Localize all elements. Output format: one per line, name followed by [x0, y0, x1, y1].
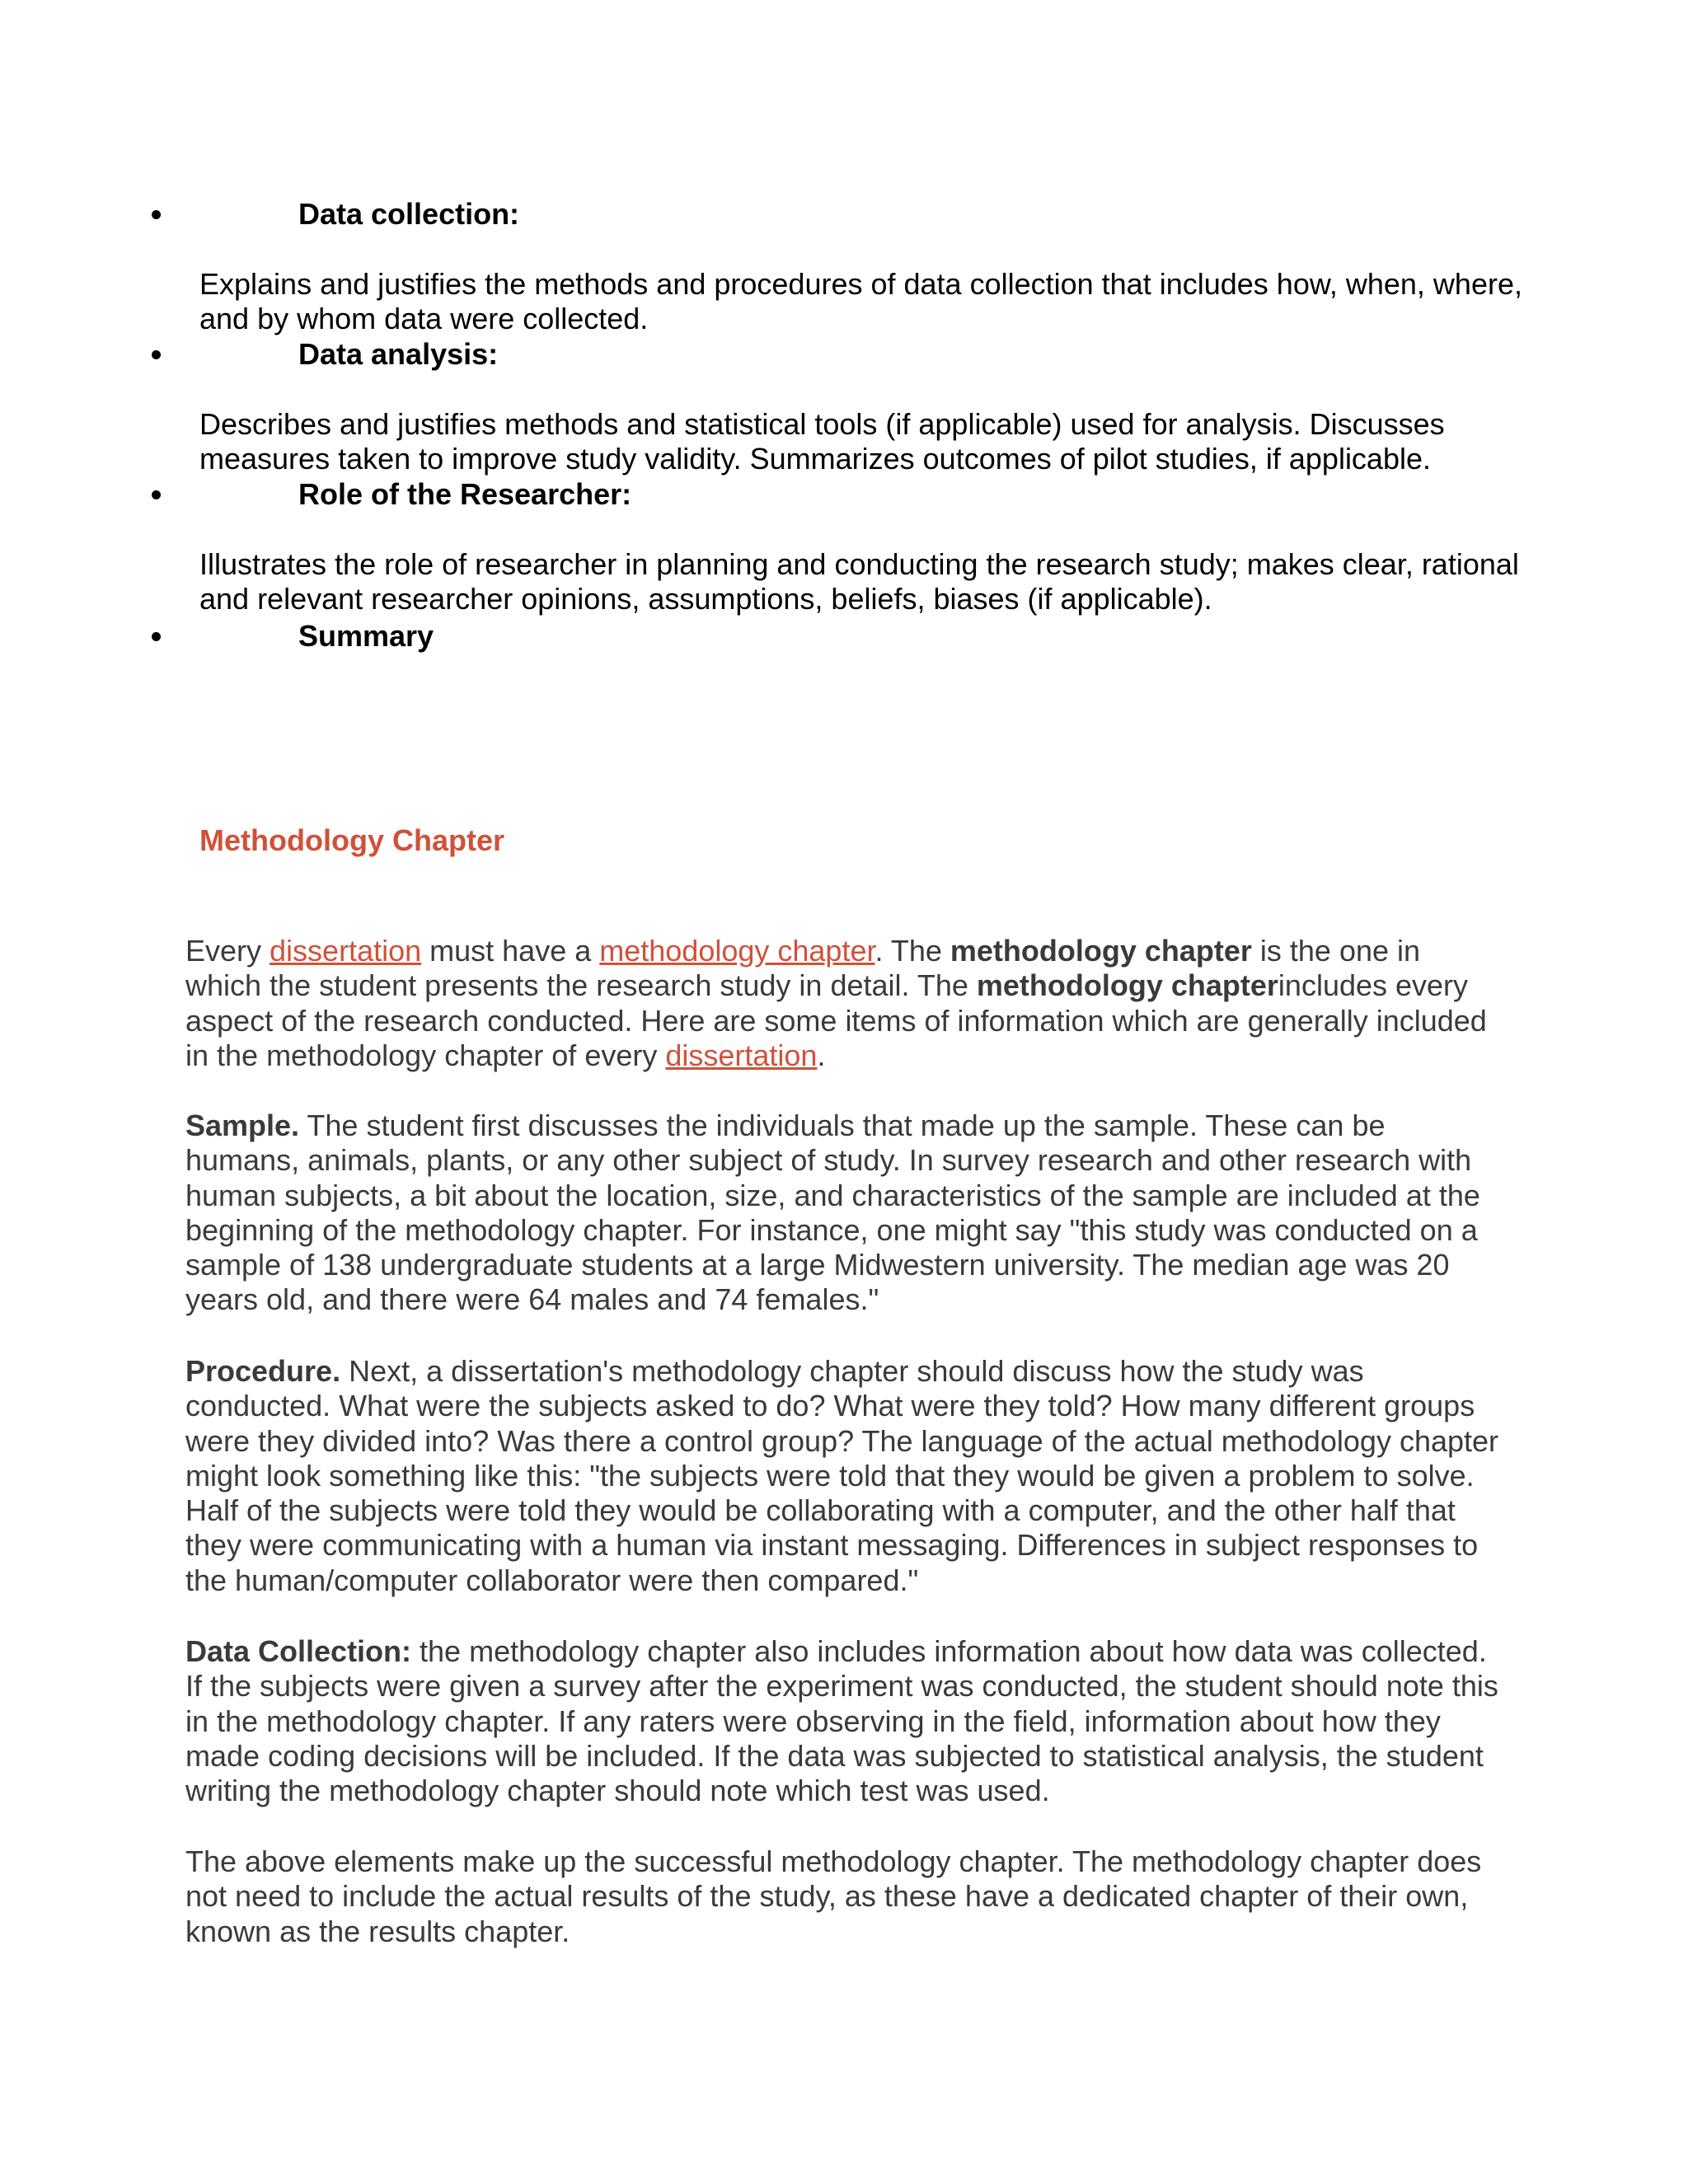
bullet-heading: Data analysis:	[298, 337, 499, 371]
paragraph-text: The student first discusses the individuals that made up the sample. These can be humans, animals, plants, or any other subject of study. In survey research and other research with human subjects, a bit about the location, size, and characteristics of the sample are included at the beginning of the methodology chapter. For instance, one might say "this study was conducted on a sample of 138 undergraduate students at a large Midwestern university. The median age was 20 years old, and there were 64 males and 74 females."	[185, 1108, 1480, 1317]
bullet-dot-icon	[152, 210, 161, 219]
sample-paragraph	[185, 1108, 1504, 1318]
bullet-description: Describes and justifies methods and statistical tools (if applicable) used for analysis. Discusses measures taken to improve study validity. Summarizes outcomes of pilot studies, if applicable.	[199, 407, 1445, 476]
paragraph-text: the methodology chapter also includes information about how data was collected. If the subjects were given a survey after the experiment was conducted, the student should note this in the methodology chapter. If any raters were observing in the field, information about how they made coding decisions will be included. If the data was subjected to statistical analysis, the student writing the methodology chapter should note which test was used.	[185, 1634, 1498, 1808]
section-title: Methodology Chapter	[199, 823, 504, 857]
bullet-item-summary	[0, 618, 1688, 654]
paragraph-label: Procedure.	[185, 1354, 341, 1388]
methodology-chapter-link[interactable]: methodology chapter	[599, 934, 875, 968]
bold-term: methodology chapter	[976, 968, 1278, 1003]
bullet-dot-icon	[152, 350, 161, 359]
paragraph-label: Data Collection:	[185, 1634, 412, 1668]
intro-text: Every	[185, 934, 270, 968]
intro-text: includes every aspect of the research conducted. Here are some items of information which are generally included in the methodology chapter of every	[185, 968, 1487, 1072]
intro-text: . The	[874, 934, 950, 968]
bullet-item-data-collection	[0, 196, 1688, 232]
procedure-paragraph	[185, 1354, 1504, 1598]
bullet-heading: Role of the Researcher:	[298, 477, 632, 511]
intro-text: .	[817, 1038, 826, 1072]
dissertation-link[interactable]: dissertation	[665, 1038, 818, 1072]
intro-text: must have a	[421, 934, 600, 968]
paragraph-text: Next, a dissertation's methodology chapter should discuss how the study was conducted. What were the subjects asked to do? What were they told? How many different groups were they divided into? Was there a control group? The language of the actual methodology chapter might look something like this: "the subjects were told that they would be given a problem to solve. Half of the subjects were told they would be collaborating with a computer, and the other half that they were communicating with a human via instant messaging. Differences in subject responses to the human/computer collaborator were then compared."	[185, 1354, 1499, 1597]
bullet-dot-icon	[152, 632, 161, 641]
bullet-description: Explains and justifies the methods and procedures of data collection that includes how, when, where, and by whom data were collected.	[199, 267, 1522, 335]
bullet-item-data-analysis	[0, 336, 1688, 373]
bold-term: methodology chapter	[950, 934, 1252, 968]
intro-text: is the one in which the student presents the research study in detail. The	[185, 934, 1421, 1003]
paragraph-label: Sample.	[185, 1108, 300, 1142]
bullet-item-role-of-researcher	[0, 476, 1688, 513]
intro-paragraph	[185, 934, 1504, 1073]
bullet-heading: Data collection:	[298, 197, 520, 231]
bullet-description: Illustrates the role of researcher in planning and conducting the research study; makes clear, rational and relevant researcher opinions, assumptions, beliefs, biases (if applicable).	[199, 547, 1519, 616]
data-collection-paragraph	[185, 1634, 1504, 1808]
bullet-dot-icon	[152, 490, 161, 499]
bullet-heading: Summary	[298, 619, 434, 653]
dissertation-link[interactable]: dissertation	[270, 934, 422, 968]
closing-paragraph: The above elements make up the successful methodology chapter. The methodology chapter does not need to include the actual results of the study, as these have a dedicated chapter of their own, known as the results chapter.	[185, 1844, 1482, 1948]
